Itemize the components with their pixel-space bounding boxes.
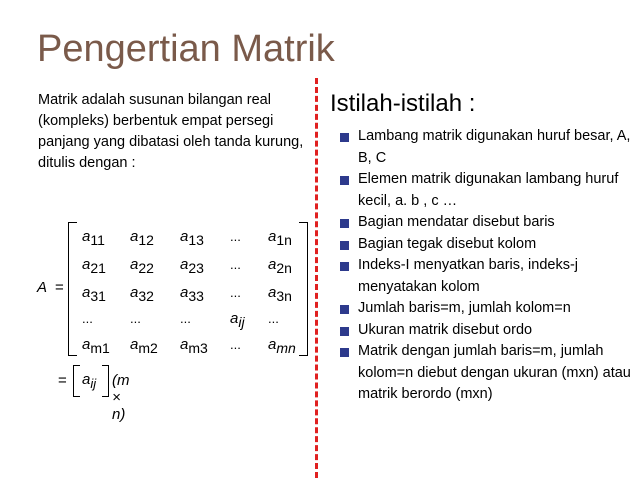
matrix-cell: ... xyxy=(230,337,241,352)
square-bullet-icon xyxy=(340,327,349,336)
istilah-item-text: Elemen matrik digunakan lambang huruf kecil, a. b , c … xyxy=(358,171,619,209)
istilah-item xyxy=(340,298,638,320)
matrix-cell: ... xyxy=(268,311,279,326)
matrix-cell: a33 xyxy=(180,284,204,304)
matrix-cell: ... xyxy=(130,311,141,326)
square-bullet-icon xyxy=(340,241,349,250)
dashed-divider xyxy=(315,78,318,478)
square-bullet-icon xyxy=(340,348,349,357)
matrix-cell: am1 xyxy=(82,336,110,356)
matrix-cell: a13 xyxy=(180,228,204,248)
matrix-cell: ... xyxy=(230,229,241,244)
square-bullet-icon xyxy=(340,305,349,314)
istilah-list xyxy=(340,126,638,406)
istilah-item-text: Bagian tegak disebut kolom xyxy=(358,235,537,252)
compact-left-bracket xyxy=(73,365,80,397)
compact-equals: = xyxy=(58,372,67,389)
matrix-cell: ... xyxy=(82,311,93,326)
matrix-cell: am2 xyxy=(130,336,158,356)
square-bullet-icon xyxy=(340,133,349,142)
intro-text: Matrik adalah susunan bilangan real (kompleks) berbentuk empat persegi panjang yang dibatasi oleh tanda kurung, ditulis dengan : xyxy=(38,92,304,171)
matrix-cell: ... xyxy=(180,311,191,326)
istilah-item-text: Ukuran matrik disebut ordo xyxy=(358,321,533,338)
square-bullet-icon xyxy=(340,176,349,185)
istilah-item xyxy=(340,234,638,256)
matrix-right-bracket xyxy=(299,222,308,356)
matrix-cell: a3n xyxy=(268,284,292,304)
matrix-cell: amn xyxy=(268,336,296,356)
square-bullet-icon xyxy=(340,219,349,228)
istilah-item-text: Bagian mendatar disebut baris xyxy=(358,214,555,230)
istilah-item xyxy=(340,126,638,169)
istilah-item xyxy=(340,255,638,298)
compact-dimension: (m × n) xyxy=(112,372,130,423)
istilah-item xyxy=(340,169,638,212)
matrix-cell: ... xyxy=(230,257,241,272)
matrix-cell: ... xyxy=(230,285,241,300)
matrix-left-bracket xyxy=(68,222,77,356)
matrix-cell: a31 xyxy=(82,284,106,304)
square-bullet-icon xyxy=(340,262,349,271)
istilah-item-text: Lambang matrik digunakan huruf besar, A, B, C xyxy=(358,128,631,166)
slide-title: Pengertian Matrik xyxy=(37,28,335,70)
istilah-item-text: Jumlah baris=m, jumlah kolom=n xyxy=(358,300,571,316)
istilah-heading: Istilah-istilah : xyxy=(330,90,476,117)
matrix-cell: a23 xyxy=(180,256,204,276)
compact-right-bracket xyxy=(102,365,109,397)
matrix-equals: = xyxy=(55,279,64,296)
matrix-cell: a11 xyxy=(82,228,105,248)
matrix-cell: a1n xyxy=(268,228,292,248)
matrix-cell: a12 xyxy=(130,228,154,248)
istilah-item-text: Indeks-I menyatkan baris, indeks-j menyatakan kolom xyxy=(358,257,579,295)
istilah-item xyxy=(340,341,638,406)
istilah-item-text: Matrik dengan jumlah baris=m, jumlah kolom=n diebut dengan ukuran (mxn) atau matrik berordo (mxn) xyxy=(358,343,631,402)
matrix-cell: am3 xyxy=(180,336,208,356)
matrix-cell: a2n xyxy=(268,256,292,276)
compact-element: aij xyxy=(82,371,97,391)
istilah-item xyxy=(340,320,638,342)
matrix-label: A xyxy=(37,279,48,296)
istilah-item xyxy=(340,212,638,234)
matrix-cell: aij xyxy=(230,310,245,330)
matrix-cell: a22 xyxy=(130,256,154,276)
matrix-cell: a32 xyxy=(130,284,154,304)
matrix-cell: a21 xyxy=(82,256,106,276)
